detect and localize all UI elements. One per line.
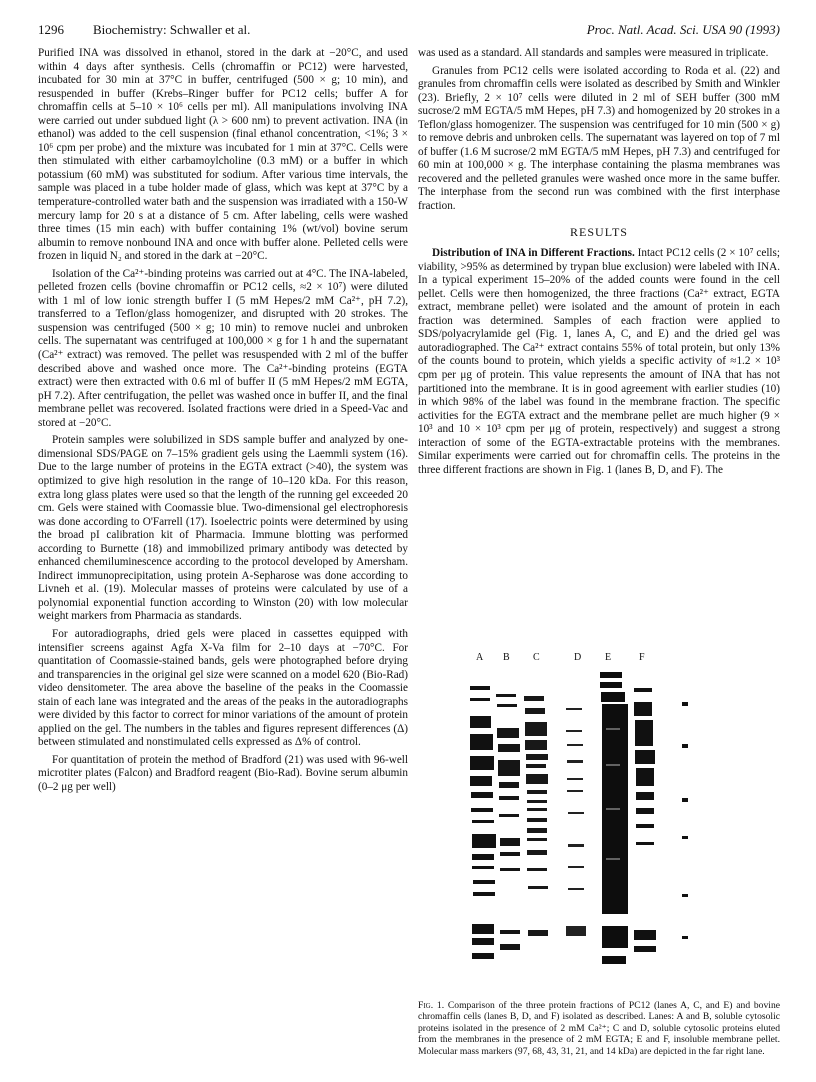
caption-text: Comparison of the three protein fractions of PC12 (lanes A, C, and E) and bovine chromaffin cells (lanes B, D, and F) isolated as described. Lanes: A and B, soluble cytosolic proteins isolated in the presence of 2 mM Ca²⁺; C and D, soluble cytosolic proteins eluted from the membranes in the presence of 2 mM EGTA; E and F, insoluble membrane pellet. Molecular mass markers (97, 68, 43, 31, 21, and 14 kDa) are depicted in the far right lane. xyxy=(418,1000,781,1057)
paragraph: Isolation of the Ca²⁺-binding proteins was carried out at 4°C. The INA-labeled, pelleted frozen cells (bovine chromaffin or PC12 cells, ≈2 × 10⁷) were diluted with 1 ml of low ionic strength buffer I (5 mM Hepes/2 mM Ca²⁺, pH 7.2), transferred to a Teflon/glass homogenizer, and disrupted with 20 strokes. The suspension was centrifuged (500 × g; 10 min) to remove nuclei and unbroken cells. The supernatant was centrifuged at 100,000 × g for 1 h and the supernatant (Ca²⁺ extract) was removed. The pellet was resuspended with 2 ml of the buffer described above and washed once more. The Ca²⁺-binding proteins (EGTA extract) were then extracted with 0.6 ml of buffer II (5 mM Hepes/2 mM EGTA, pH 7.2). After centrifugation, the pellet was washed once in buffer II, and the final membrane pellet was recovered. Isolated fractions were dried in a Speed-Vac and stored at −20°C. xyxy=(38,267,408,429)
page-number: 1296 xyxy=(38,22,64,37)
lane-label: B xyxy=(503,652,510,663)
paragraph: For quantitation of protein the method of Bradford (21) was used with 96-well microtiter plates (Falcon) and Bradford reagent (Bio-Rad). Bovine serum albumin (0–2 μg per well) xyxy=(38,753,408,793)
journal-citation: Proc. Natl. Acad. Sci. USA 90 (1993) xyxy=(586,22,780,37)
paragraph-body: Intact PC12 cells (2 × 10⁷ cells; viability, >95% as determined by trypan blue exclusion) were labeled with INA. In a typical experiment 15–20% of the added counts were found in the cell pellet. Cells were then homogenized, the three fractions (Ca²⁺ extract, EGTA extract, membrane pellet) were isolated and the amount of protein in each fraction was determined. Samples of each fraction were applied to SDS/polyacrylamide gel (Fig. 1, lanes A, C, and E) and the dried gel was autoradiographed. The Ca²⁺ extract contains 55% of total protein, but only 13% of the counts bound to protein, which yields a specific activity of ≈1.2 × 10³ cpm per μg of protein. This value represents the amount of INA that has not partitioned into the membrane. It is in good agreement with earlier studies (10) in which 98% of the label was found in the membrane fraction. The specific activities for the EGTA extract and the membrane pellet are much higher (9 × 10³ and 10 × 10³ cpm per μg of protein, respectively) and suggest a strong interaction of some of the EGTA-extractable proteins with the membranes. Similar experiments were carried out for chromaffin cells. The proteins in the three different fractions are shown in Fig. 1 (lanes B, D, and F). The xyxy=(418,247,781,476)
lane-label: D xyxy=(574,652,582,663)
lane-label: F xyxy=(639,652,645,663)
lane-labels xyxy=(470,652,740,666)
lane-label: A xyxy=(476,652,484,663)
figure-caption xyxy=(418,1000,780,1057)
left-column xyxy=(38,47,408,799)
paragraph: Granules from PC12 cells were isolated according to Roda et al. (22) and granules from chromaffin cells were isolated as described by Smith and Winkler (23). Briefly, 2 × 10⁷ cells were diluted in 2 ml of SEH buffer (300 mM sucrose/2 mM EGTA/5 mM Hepes, pH 7.3) and homogenized by 20 strokes in a Teflon/glass homogenizer. The suspension was centrifuged for 10 min (500 × g) to remove debris and unbroken cells. The supernatant was layered on top of 7 ml of buffer (1.6 M sucrose/2 mM EGTA/5 mM Hepes, pH 7.3) and centrifuged for 60 min at 100,000 × g. The interphase containing the plasma membranes was recovered and the pelleted granules were washed once more in the same buffer. The interphase from the second run was combined with the first interphase fraction. xyxy=(418,64,780,213)
figure-label: Fig. 1. xyxy=(418,1000,445,1011)
lane-label: C xyxy=(533,652,540,663)
paragraph xyxy=(418,247,780,477)
figure-1 xyxy=(470,652,740,997)
right-column xyxy=(418,47,780,481)
subsection-heading: Distribution of INA in Different Fractions. xyxy=(432,247,635,260)
lane-label: E xyxy=(605,652,612,663)
running-head: Biochemistry: Schwaller et al. xyxy=(93,22,251,37)
gel-autoradiograph xyxy=(470,668,740,994)
paragraph: was used as a standard. All standards and samples were measured in triplicate. xyxy=(418,47,769,59)
paragraph: Purified INA was dissolved in ethanol, stored in the dark at −20°C, and used within 4 days after synthesis. Cells (chromaffin or PC12) were harvested, incubated for 30 min at 37°C in buffer, centrifuged (500 × g; 10 min), and resuspended in buffer (Krebs–Ringer buffer for PC12 cells; buffer A for chromaffin cells at 5–10 × 10⁶ cells per ml). All manipulations involving INA were carried out under subdued light (λ > 600 nm) to prevent activation. INA (in ethanol) was added to the cell suspension (final ethanol concentration, <1%; 3 × 10⁶ cpm per probe) and the mixture was incubated for 1 min at 37°C. Cells were then stimulated with either carbamoylcholine (0.3 mM) or a buffer in which potassium (60 mM) was substituted for sodium. After various time intervals, the sample was placed in a tube holder made of glass, which was kept at 37°C by a temperature-controlled water bath and the suspension was irradiated with a 150-W mercury lamp for 20 s at a distance of 5 cm. After labeling, cells were washed three times (15 min each) with buffer containing 1% (wt/vol) bovine serum albumin to remove nonbound INA and once with buffer alone. Pelleted cells were frozen in liquid N₂ and stored in the dark at −20°C. xyxy=(38,47,408,263)
section-title: RESULTS xyxy=(570,224,628,239)
paragraph: Protein samples were solubilized in SDS sample buffer and analyzed by one-dimensional SDS/PAGE on 7–15% gradient gels using the Laemmli system (16). Due to the large number of proteins in the EGTA extract (>40), the system was optimized to give high resolution in the range of 10–120 kDa. For this reason, extra long glass plates were used so that the length of the running gel exceeded 20 cm. Gels were stained with Coomassie blue. Two-dimensional gel electrophoresis was done according to O'Farrell (17). Isoelectric points were determined by using the broad pI calibration kit of Pharmacia. Immune blotting was performed according to Burnette (18) and immobilized primary antibody was detected by enhanced chemiluminescence according to the protocol developed by Amersham. Indirect immunoprecipitation, using protein A-Sepharose was done according to Livneh et al. (19). Molecular masses of proteins were calculated by use of a polynomial exponential function according to Winston (20) with low molecular weight markers from Pharmacia as standards. xyxy=(38,434,408,623)
page-header xyxy=(38,22,780,40)
paragraph: For autoradiographs, dried gels were placed in cassettes equipped with intensifier screens against Agfa X-Va film for 2–10 days at −70°C. For quantitation of Coomassie-stained bands, gels were photographed before drying and transparencies in the original gel size were scanned on a model 620 (Bio-Rad) video densitometer. The area above the baseline of the peaks in the Coomassie stain of each lane was integrated and the areas of the peaks in the autoradiographs were divided by this factor to correct for minor variations of the amount of protein applied on the gel. The numbers in the tables and figures represent differences (Δ) between stimulated and nonstimulated cells expressed as Δ% of control. xyxy=(38,627,408,749)
